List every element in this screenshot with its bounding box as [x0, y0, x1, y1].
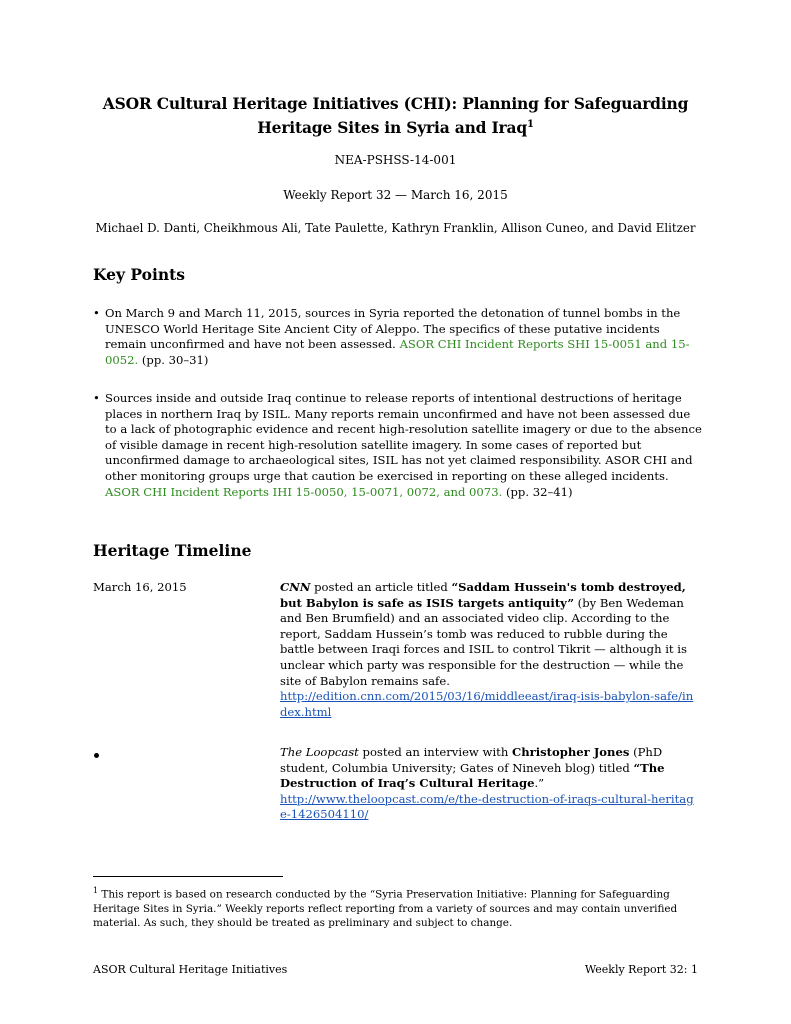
key-point-text: Sources inside and outside Iraq continue to release reports of intentional destructions of heritage places in northern Iraq by ISIL. Many reports remain unconfirmed and have not been assessed due to a lack of photographic evidence and recent high-resolution satellite imagery or due to the absence of visible damage in recent high-resolution satellite imagery. In some cases of reported but unconfirmed damage to archaeological sites, ISIL has not yet claimed responsibility. ASOR CHI and other monitoring groups urge that caution be exercised in reporting on these alleged incidents. — [105, 391, 702, 483]
footnote — [93, 884, 703, 931]
timeline-entry — [280, 580, 700, 720]
footer-org: ASOR Cultural Heritage Initiatives — [93, 963, 288, 976]
report-code: NEA-PSHSS-14-001 — [334, 153, 457, 167]
footnote-marker: 1 — [93, 886, 99, 895]
bullet-icon: • — [93, 391, 100, 405]
title-line-1: ASOR Cultural Heritage Initiatives (CHI): Planning for Safeguarding — [102, 94, 689, 113]
footnote-divider — [93, 876, 283, 877]
key-point-pages: (pp. 32–41) — [502, 484, 573, 499]
key-point-text: On March 9 and March 11, 2015, sources in Syria reported the detonation of tunnel bombs in the UNESCO World Heritage Site Ancient City of Aleppo. The specifics of these putative incidents remain unconfirmed and have not been assessed. — [105, 306, 681, 352]
key-point-item — [93, 306, 703, 368]
authors: Michael D. Danti, Cheikhmous Ali, Tate Paulette, Kathryn Franklin, Allison Cuneo, and David Elitzer — [95, 221, 696, 235]
page-title — [90, 93, 701, 138]
title-line-2: Heritage Sites in Syria and Iraq — [257, 118, 527, 138]
timeline-heading: Heritage Timeline — [93, 541, 252, 560]
article-title: “The Destruction of Iraq’s Cultural Heritage — [280, 760, 665, 791]
article-title: “Saddam Hussein's tomb destroyed, but Babylon is safe as ISIS targets antiquity” — [280, 580, 686, 610]
footnote-text: This report is based on research conducted by the “Syria Preservation Initiative: Planning for Safeguarding Heritage Sites in Syria.” Weekly reports reflect reporting from a variety of sources and may contain unverified material. As such, they should be treated as preliminary and subject to change. — [93, 888, 678, 930]
timeline-date: March 16, 2015 — [93, 580, 187, 594]
article-link[interactable]: http://www.theloopcast.com/e/the-destruction-of-iraqs-cultural-heritage-1426504110/ — [280, 791, 694, 822]
title-footnote-marker[interactable]: 1 — [527, 119, 534, 130]
report-date: Weekly Report 32 — March 16, 2015 — [283, 188, 508, 202]
entry-text: posted an interview with — [358, 745, 512, 759]
entry-text: (by Ben Wedeman and Ben Brumfield) and an associated video clip. According to the report, Saddam Hussein’s tomb was reduced to rubble during the battle between Iraqi forces and ISIL to control Tikrit — although it is unclear which party was responsible for the destruction — while the site of Babylon remains safe. — [280, 595, 687, 688]
article-link[interactable]: http://edition.cnn.com/2015/03/16/middleeast/iraq-isis-babylon-safe/index.html — [280, 689, 694, 719]
person-name: Christopher Jones — [511, 745, 630, 759]
source-name: The Loopcast — [280, 745, 359, 759]
entry-text: posted an article titled — [310, 580, 452, 594]
source-name: CNN — [280, 580, 311, 594]
incident-report-link[interactable]: ASOR CHI Incident Reports SHI 15-0051 and 15-0052. — [105, 337, 690, 367]
key-point-pages: (pp. 30–31) — [138, 352, 209, 367]
timeline-entry — [280, 745, 700, 823]
entry-text: (PhD student, Columbia University; Gates of Nineveh blog) titled — [280, 745, 663, 775]
key-point-item — [93, 391, 703, 500]
bullet-icon: • — [93, 306, 100, 320]
footer-page-number: Weekly Report 32: 1 — [584, 963, 698, 976]
entry-text: .” — [534, 776, 545, 791]
key-points-heading: Key Points — [93, 265, 186, 284]
bullet-icon — [94, 753, 99, 758]
incident-report-link[interactable]: ASOR CHI Incident Reports IHI 15-0050, 15-0071, 0072, and 0073. — [105, 484, 503, 499]
